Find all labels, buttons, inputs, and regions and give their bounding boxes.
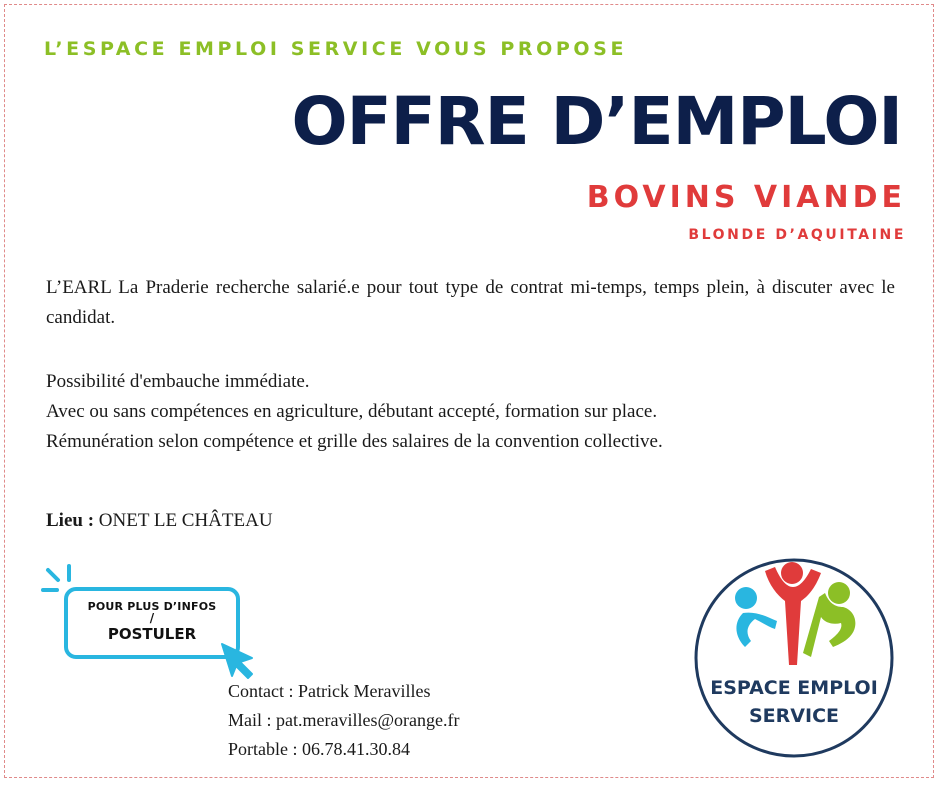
location-value: ONET LE CHÂTEAU — [98, 510, 273, 531]
apply-button-label: POSTULER — [107, 625, 197, 643]
cursor-arrow-icon — [216, 638, 258, 680]
job-breed: BLONDE D’AQUITAINE — [688, 227, 906, 243]
intro-paragraph: L’EARL La Praderie recherche salarié.e pour tout type de contrat mi-temps, temps plein, à discuter avec le candidat. — [46, 277, 895, 328]
details-paragraph — [46, 367, 895, 457]
contact-phone: Portable : 06.78.41.30.84 — [228, 739, 410, 759]
page-title: OFFRE D’EMPLOI — [291, 83, 902, 160]
details-line-hiring: Possibilité d'embauche immédiate. — [46, 371, 310, 392]
contact-block — [228, 677, 460, 764]
apply-button[interactable] — [64, 587, 240, 659]
location — [46, 506, 273, 536]
apply-button-info-label: POUR PLUS D’INFOS — [87, 600, 217, 613]
details-line-salary: Rémunération selon compétence et grille des salaires de la convention collective. — [46, 431, 663, 452]
espace-emploi-service-logo — [693, 557, 895, 759]
logo-text-line2: SERVICE — [749, 705, 839, 727]
kicker-text: L’ESPACE EMPLOI SERVICE VOUS PROPOSE — [44, 38, 628, 60]
contact-mail: Mail : pat.meravilles@orange.fr — [228, 710, 460, 730]
location-label: Lieu : — [46, 510, 95, 531]
logo-text-line1: ESPACE EMPLOI — [710, 677, 878, 699]
details-line-skills: Avec ou sans compétences en agriculture, débutant accepté, formation sur place. — [46, 401, 658, 422]
job-subtitle: BOVINS VIANDE — [586, 180, 906, 215]
contact-name: Contact : Patrick Meravilles — [228, 681, 431, 701]
apply-button-separator: / — [149, 611, 155, 625]
